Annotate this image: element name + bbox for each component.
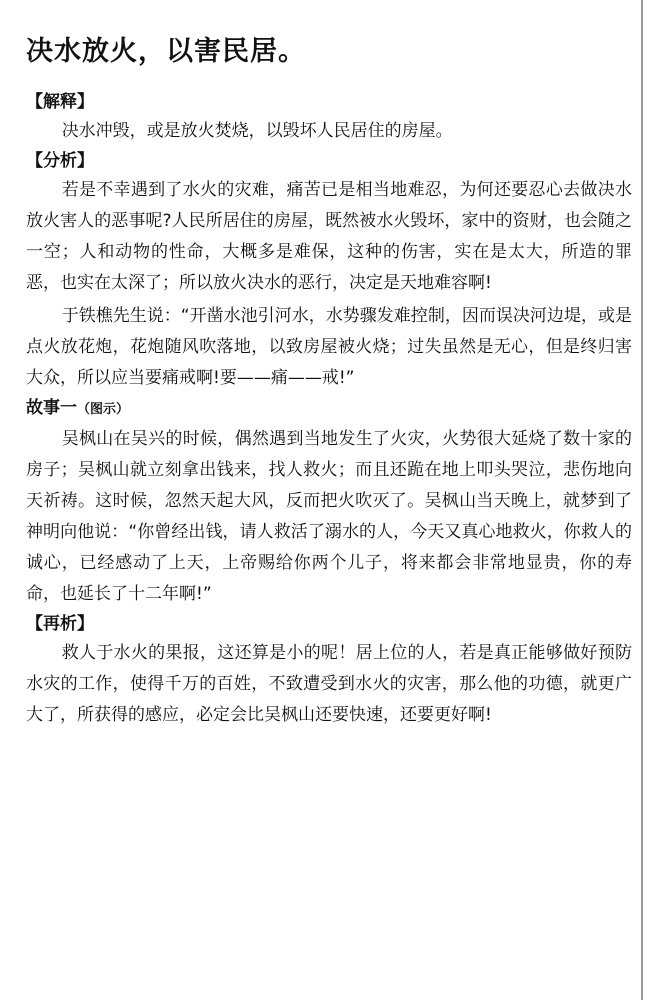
page-title: 决水放火，以害民居。 bbox=[26, 36, 306, 67]
explain-paragraph: 决水冲毁，或是放火焚烧，以毁坏人民居住的房屋。 bbox=[61, 121, 453, 141]
story-paragraph: 吴枫山在吴兴的时候，偶然遇到当地发生了火灾，火势很大延烧了数十家的房子；吴枫山就立刻拿出钱来，找人救火；而且还跪在地上叩头哭泣，悲伤地向天祈祷。这时候，忽然天起大风，反而把火吹灭了。吴枫山当天晚上，就梦到了神明向他说：“你曾经出钱，请人救活了溺水的人，今天又真心地救火，你救人的诚心，已经感动了上天，上帝赐给你两个儿子，将来都会非常地显贵，你的寿命，也延长了十二年啊!” bbox=[26, 429, 632, 604]
section-analysis bbox=[26, 147, 632, 394]
section-heading-explain: 【解释】 bbox=[26, 92, 94, 112]
story-heading-sub: （图示） bbox=[77, 402, 130, 417]
section-heading-analysis: 【分析】 bbox=[26, 151, 94, 171]
section-heading-reanalysis: 【再析】 bbox=[26, 614, 94, 634]
story-heading-text: 故事一 bbox=[26, 398, 77, 418]
section-heading-story bbox=[26, 394, 632, 424]
page-border-line bbox=[641, 0, 643, 1000]
analysis-paragraph-1: 若是不幸遇到了水火的灾难，痛苦已是相当地难忍，为何还要忍心去做决水放火害人的恶事呢?人民所居住的房屋，既然被水火毁坏，家中的资财，也会随之一空；人和动物的性命，大概多是难保，这种的伤害，实在是太大，所造的罪恶，也实在太深了；所以放火决水的恶行，决定是天地难容啊! bbox=[26, 180, 632, 293]
analysis-paragraph-2: 于铁樵先生说：“开凿水池引河水，水势骤发难控制，因而误决河边堤，或是点火放花炮，花炮随风吹落地，以致房屋被火烧；过失虽然是无心，但是终归害大众，所以应当要痛戒啊!要——痛——戒!” bbox=[26, 306, 632, 388]
page-content bbox=[26, 34, 632, 731]
section-story bbox=[26, 394, 632, 610]
section-explain bbox=[26, 88, 632, 147]
section-reanalysis bbox=[26, 610, 632, 731]
reanalysis-paragraph: 救人于水火的果报，这还算是小的呢！居上位的人，若是真正能够做好预防水灾的工作，使得千万的百姓，不致遭受到水火的灾害，那么他的功德，就更广大了，所获得的感应，必定会比吴枫山还要快速，还要更好啊! bbox=[26, 643, 632, 725]
